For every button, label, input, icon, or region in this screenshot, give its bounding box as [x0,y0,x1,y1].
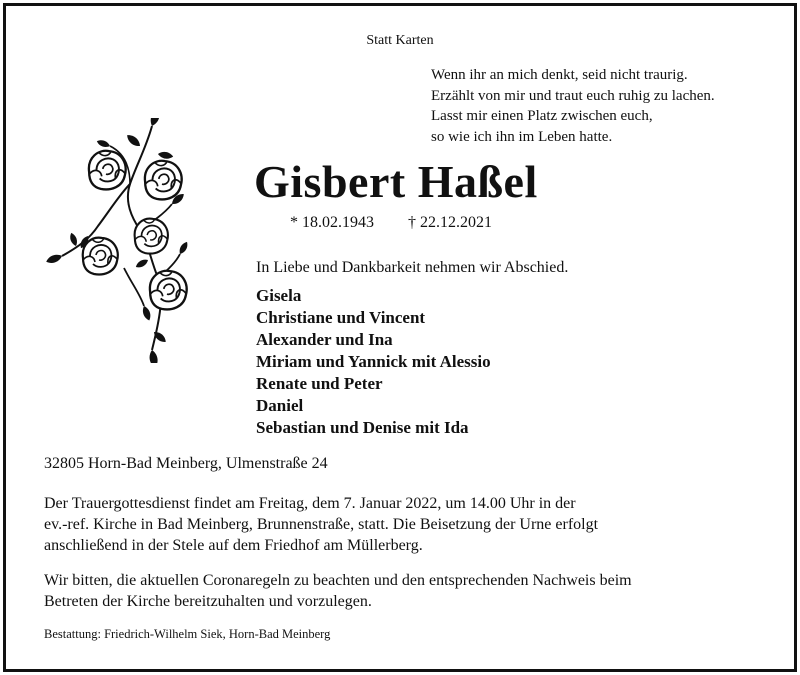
mourner-name: Alexander und Ina [256,330,393,349]
notice-line: Betreten der Kirche bereitzuhalten und vorzulegen. [44,593,372,610]
death-date: † 22.12.2021 [408,214,492,231]
poem-line: Erzählt von mir und traut euch ruhig zu lachen. [431,87,715,104]
notice-line: Wir bitten, die aktuellen Coronaregeln zu beachten und den entsprechenden Nachweis beim [44,572,632,589]
family-address: 32805 Horn-Bad Meinberg, Ulmenstraße 24 [44,455,328,472]
poem-line: so wie ich ihn im Leben hatte. [431,128,613,145]
mourners-list [256,285,491,439]
birth-date: * 18.02.1943 [290,214,374,231]
corona-notice-paragraph [44,570,632,612]
deceased-name: Gisbert Haßel [254,156,538,207]
mourner-name: Miriam und Yannick mit Alessio [256,352,491,371]
funeral-home-credit: Bestattung: Friedrich-Wilhelm Siek, Horn-Bad Meinberg [44,627,331,641]
life-dates [290,214,492,232]
service-line: anschließend in der Stele auf dem Friedhof am Müllerberg. [44,537,423,554]
mourners-intro: In Liebe und Dankbarkeit nehmen wir Abschied. [256,259,569,276]
service-line: ev.-ref. Kirche in Bad Meinberg, Brunnenstraße, statt. Die Beisetzung der Urne erfolgt [44,516,599,533]
mourner-name: Daniel [256,396,304,415]
header-statt-karten: Statt Karten [366,33,434,48]
mourner-name: Gisela [256,286,302,305]
poem-line: Lasst mir einen Platz zwischen euch, [431,108,653,124]
mourner-name: Sebastian und Denise mit Ida [256,418,469,437]
mourner-name: Christiane und Vincent [256,308,426,327]
poem [431,65,715,147]
service-line: Der Trauergottesdienst findet am Freitag, dem 7. Januar 2022, um 14.00 Uhr in der [44,495,576,512]
service-paragraph [44,493,598,556]
poem-line: Wenn ihr an mich denkt, seid nicht traurig. [431,67,688,83]
roses-illustration-icon [40,118,195,363]
mourner-name: Renate und Peter [256,374,383,393]
